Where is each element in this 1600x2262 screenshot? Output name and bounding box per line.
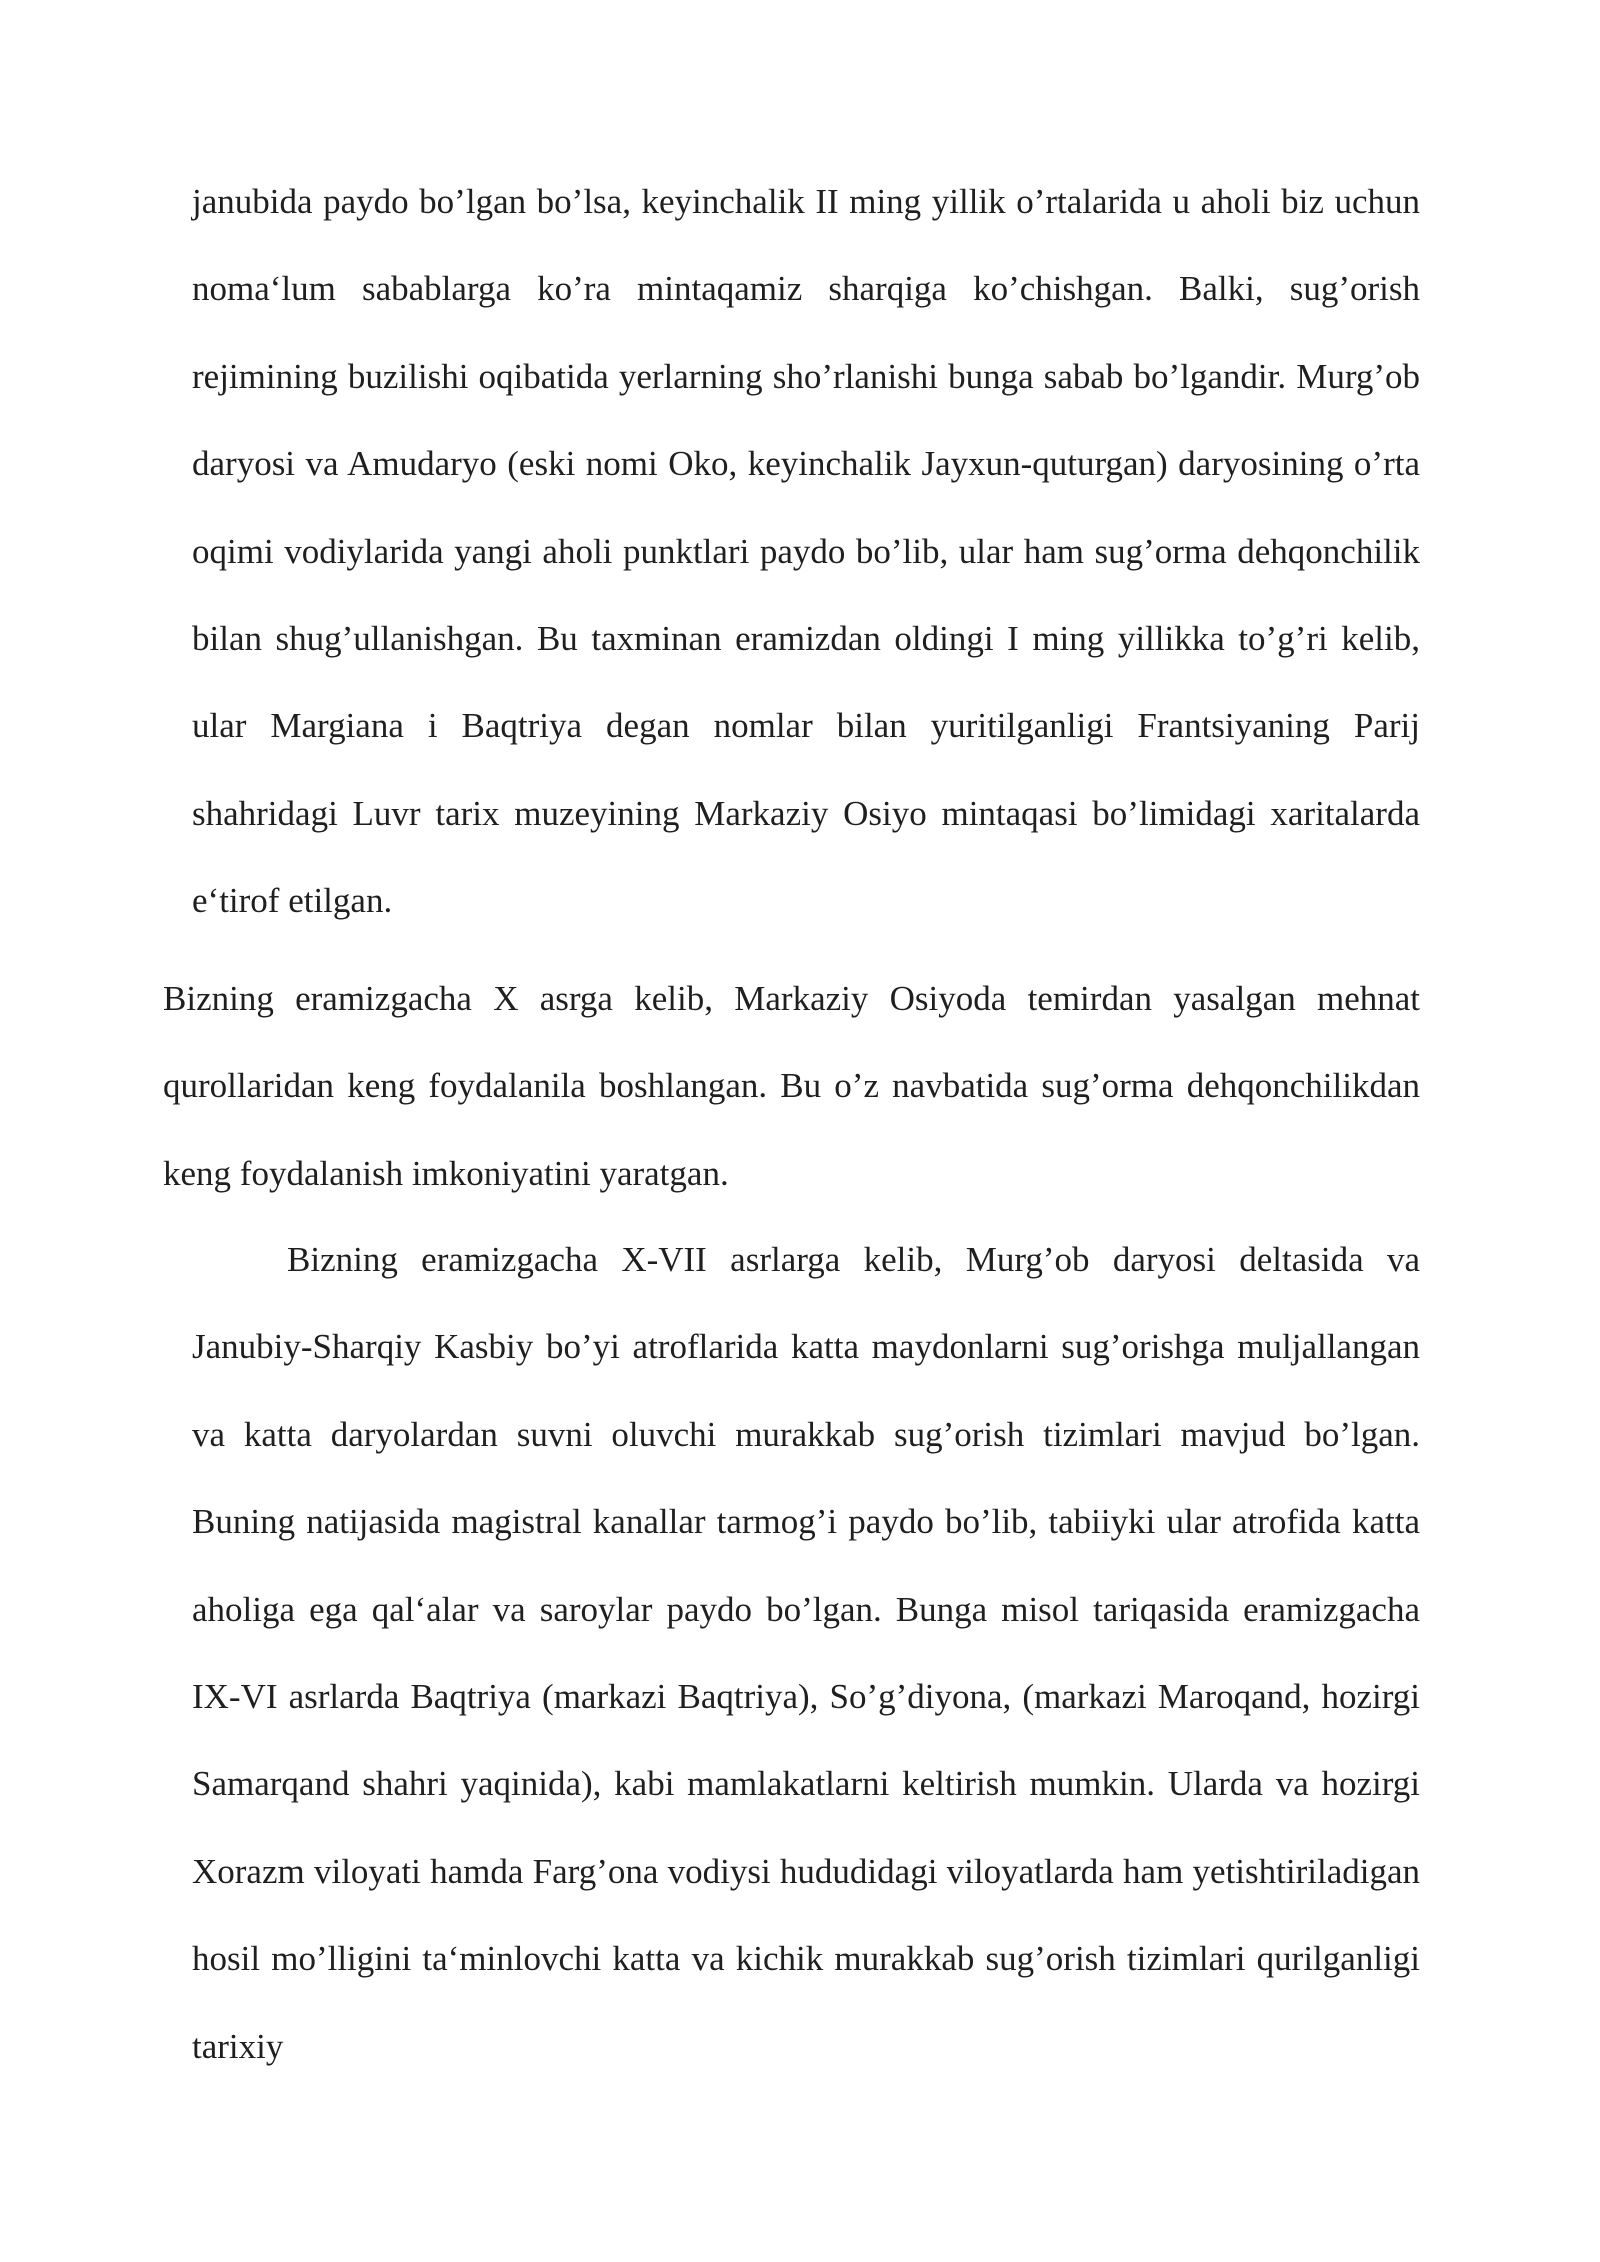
paragraph-irrigation-systems: Bizning eramizgacha X-VII asrlarga kelib, Murg’ob daryosi deltasida va Janubiy-Sharqiy Kasbiy bo’yi atroflarida katta maydonlarni sug’orishga muljallangan va katta daryolardan suvni oluvchi murakkab sug’orish tizimlari mavjud bo’lgan. Buning natijasida magistral kanallar tarmog’i paydo bo’lib, tabiiyki ular atrofida katta aholiga ega qal‘alar va saroylar paydo bo’lgan. Bunga misol tariqasida eramizgacha IX-VI asrlarda Baqtriya (markazi Baqtriya), So’g’diyona, (markazi Maroqand, hozirgi Samarqand shahri yaqinida), kabi mamlakatlarni keltirish mumkin. Ularda va hozirgi Xorazm viloyati hamda Farg’ona vodiysi hududidagi viloyatlarda ham yetishtiriladigan hosil mo’lligini ta‘minlovchi katta va kichik murakkab sug’orish tizimlari qurilganligi tarixiy — [192, 1240, 1420, 2066]
paragraph-iron-tools: Bizning eramizgacha X asrga kelib, Markaziy Osiyoda temirdan yasalgan mehnat qurollaridan keng foydalanila boshlangan. Bu o’z navbatida sug’orma dehqonchilikdan keng foydalanish imkoniyatini yaratgan. — [163, 979, 1420, 1193]
paragraph-continuation: janubida paydo bo’lgan bo’lsa, keyinchalik II ming yillik o’rtalarida u aholi biz uchun noma‘lum sabablarga ko’ra mintaqamiz sharqiga ko’chishgan. Balki, sug’orish rejimining buzilishi oqibatida yerlarning sho’rlanishi bunga sabab bo’lgandir. Murg’ob daryosi va Amudaryo (eski nomi Oko, keyinchalik Jayxun-quturgan) daryosining o’rta oqimi vodiylarida yangi aholi punktlari paydo bo’lib, ular ham sug’orma dehqonchilik bilan shug’ullanishgan. Bu taxminan eramizdan oldingi I ming yillikka to’g’ri kelib, ular Margiana i Baqtriya degan nomlar bilan yuritilganligi Frantsiyaning Parij shahridagi Luvr tarix muzeyining Markaziy Osiyo mintaqasi bo’limidagi xaritalarda e‘tirof etilgan. — [192, 182, 1420, 921]
